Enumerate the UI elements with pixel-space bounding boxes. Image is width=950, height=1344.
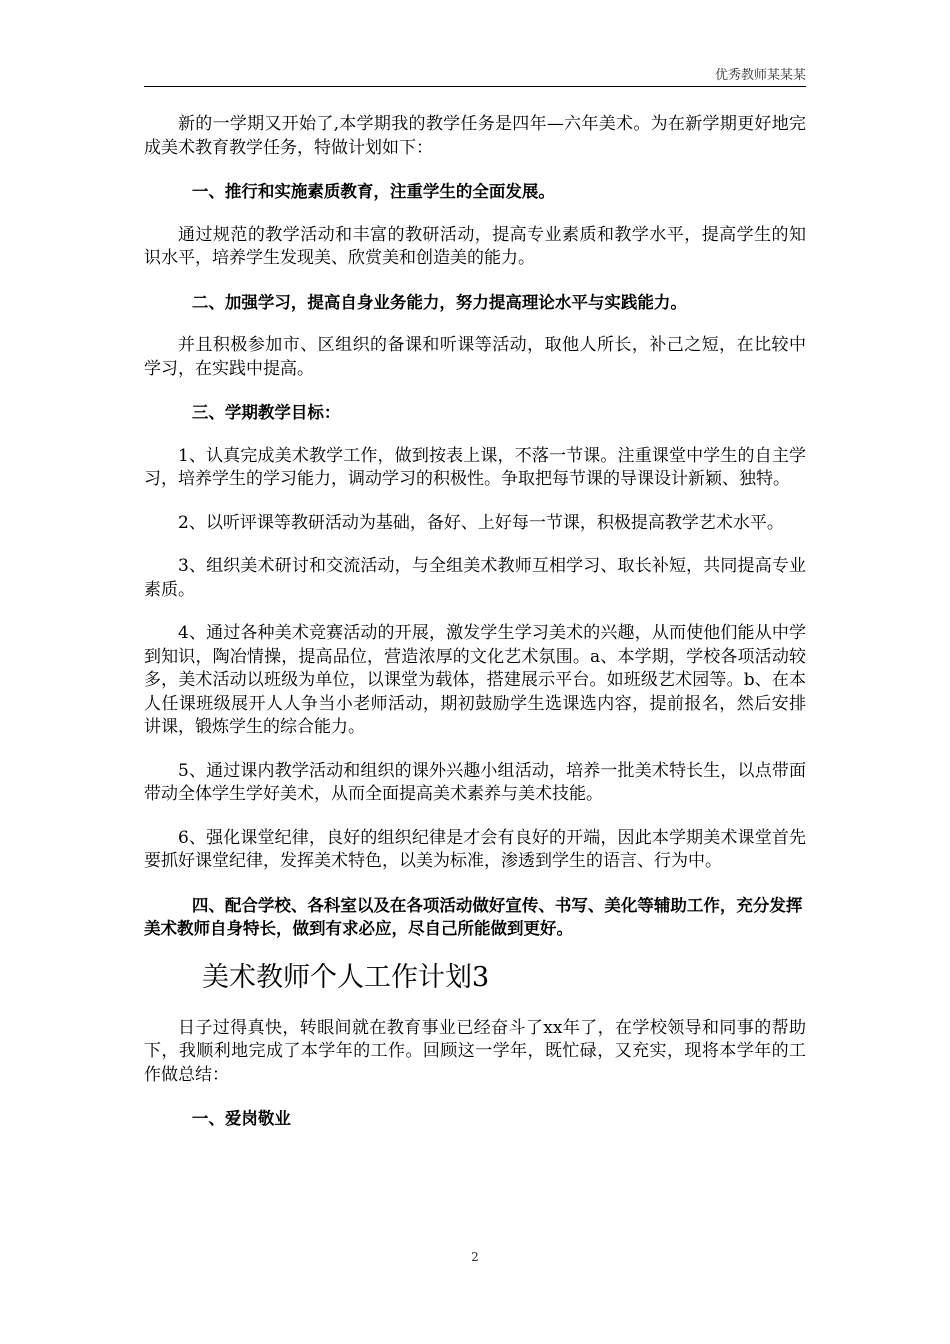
paragraph-intro: 新的一学期又开始了,本学期我的教学任务是四年—六年美术。为在新学期更好地完成美术教育教学任务，特做计划如下： xyxy=(144,114,806,158)
section-heading-1: 一、推行和实施素质教育，注重学生的全面发展。 xyxy=(191,182,555,201)
document-body xyxy=(144,113,806,1151)
list-item-6: 6、强化课堂纪律，良好的组织纪律是才会有良好的开端，因此本学期美术课堂首先要抓好课堂纪律，发挥美术特色，以美为标准，渗透到学生的语言、行为中。 xyxy=(144,827,806,871)
page-number: 2 xyxy=(471,1250,479,1264)
section-heading-2: 二、加强学习，提高自身业务能力，努力提高理论水平与实践能力。 xyxy=(191,292,687,312)
list-item-2: 2、以听评课等教研活动为基础，备好、上好每一节课，积极提高教学艺术水平。 xyxy=(178,512,784,533)
section-heading-3: 三、学期教学目标： xyxy=(191,403,341,422)
section-heading-4: 四、配合学校、各科室以及在各项活动做好宣传、书写、美化等辅助工作，充分发挥美术教师自身特长，做到有求必应，尽自己所能做到更好。 xyxy=(144,895,803,938)
section-heading-dedication: 一、爱岗敬业 xyxy=(191,1109,291,1128)
paragraph: 通过规范的教学活动和丰富的教研活动，提高专业素质和教学水平，提高学生的知识水平，培养学生发现美、欣赏美和创造美的能力。 xyxy=(144,224,806,268)
list-item-5: 5、通过课内教学活动和组织的课外兴趣小组活动，培养一批美术特长生，以点带面带动全体学生学好美术，从而全面提高美术素养与美术技能。 xyxy=(144,760,806,804)
paragraph: 并且积极参加市、区组织的备课和听课等活动，取他人所长，补己之短，在比较中学习，在实践中提高。 xyxy=(144,335,806,379)
document-title: 美术教师个人工作计划3 xyxy=(202,961,490,993)
list-item-4: 4、通过各种美术竞赛活动的开展，激发学生学习美术的兴趣，从而使他们能从中学到知识，陶冶情操，提高品位，营造浓厚的文化艺术氛围。a、本学期，学校各项活动较多，美术活动以班级为单位，以课堂为载体，搭建展示平台。如班级艺术园等。b、在本人任课班级展开人人争当小老师活动，期初鼓励学生选课选内容，提前报名，然后安排讲课，锻炼学生的综合能力。 xyxy=(144,623,806,737)
list-item-1: 1、认真完成美术教学工作，做到按表上课，不落一节课。注重课堂中学生的自主学习，培养学生的学习能力，调动学习的积极性。争取把每节课的导课设计新颖、独特。 xyxy=(144,445,806,489)
list-item-3: 3、组织美术研讨和交流活动，与全组美术教师互相学习、取长补短，共同提高专业素质。 xyxy=(144,556,806,600)
paragraph-summary: 日子过得真快，转眼间就在教育事业已经奋斗了xx年了，在学校领导和同事的帮助下，我顺利地完成了本学年的工作。回顾这一学年，既忙碌，又充实，现将本学年的工作做总结： xyxy=(144,1017,806,1085)
page-header-text: 优秀教师某某某 xyxy=(714,68,806,83)
header-rule xyxy=(144,86,806,87)
